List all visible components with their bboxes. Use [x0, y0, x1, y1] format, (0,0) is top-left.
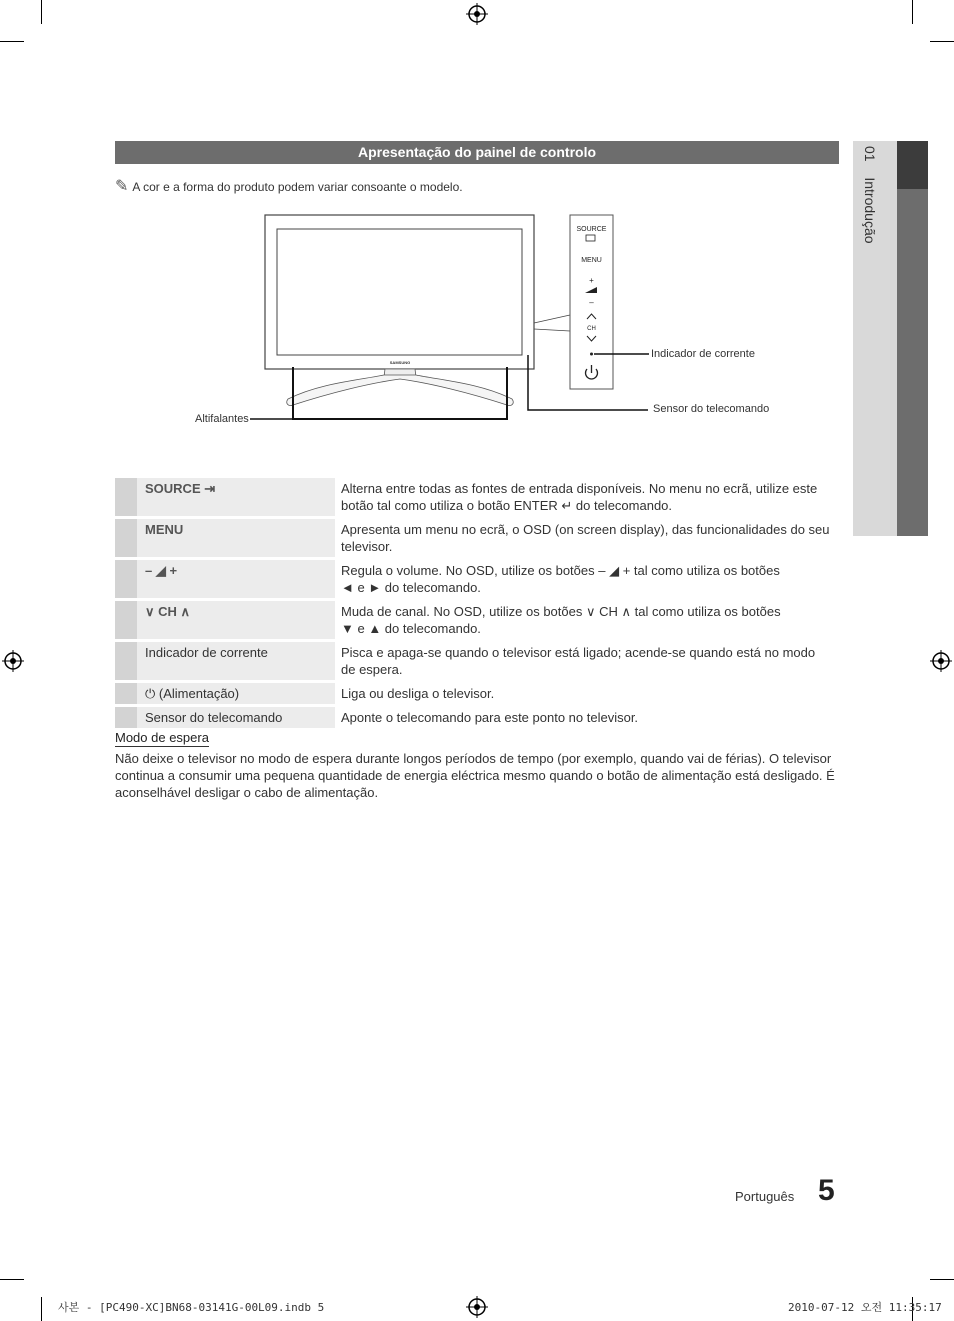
registration-mark-icon [466, 3, 488, 25]
control-name-text: – ◢ + [145, 563, 178, 578]
note-text: A cor e a forma do produto podem variar consoante o modelo. [132, 180, 463, 194]
control-name-text: SOURCE [145, 481, 201, 496]
control-name-text: ∨ CH ∧ [145, 604, 191, 619]
control-description [335, 560, 839, 598]
callout-speakers: Altifalantes [195, 413, 249, 425]
controls-table [115, 475, 839, 731]
page-number: 5 [818, 1174, 835, 1207]
row-marker [115, 707, 137, 728]
control-description [335, 683, 839, 704]
description-line: ▼ e ▲ do telecomando. [341, 621, 481, 636]
description-line: Muda de canal. No OSD, utilize os botões ∨ CH ∧ tal como utiliza os botões [341, 604, 781, 619]
crop-mark [0, 41, 24, 42]
side-tab-number: 01 [862, 146, 878, 162]
panel-volume-minus-icon: – [589, 298, 594, 307]
language-label: Português [735, 1189, 795, 1204]
table-row [115, 478, 839, 516]
panel-ch-label: CH [587, 326, 596, 332]
crop-mark [41, 1297, 42, 1321]
description-line: ◄ e ► do telecomando. [341, 580, 481, 595]
panel-volume-plus-icon: + [589, 276, 594, 285]
description-line: de espera. [341, 662, 403, 677]
table-row [115, 560, 839, 598]
tv-front-panel-diagram [180, 205, 780, 435]
standby-line: aconselhável desligar o cabo de alimentação. [115, 785, 379, 800]
side-tab-title: Introdução [862, 177, 878, 244]
row-marker [115, 519, 137, 557]
table-row [115, 519, 839, 557]
control-name [137, 519, 335, 557]
control-name [137, 560, 335, 598]
control-name-text: (Alimentação) [158, 686, 240, 701]
control-name [137, 601, 335, 639]
control-description [335, 601, 839, 639]
control-name [137, 478, 335, 516]
row-marker [115, 601, 137, 639]
tv-brand-logo: SAMSUNG [389, 360, 411, 365]
row-marker [115, 683, 137, 704]
control-name-text: Indicador de corrente [145, 645, 268, 660]
source-icon: ⇥ [200, 481, 216, 496]
control-name [137, 683, 335, 704]
description-line: Pisca e apaga-se quando o televisor está ligado; acende-se quando está no modo [341, 645, 816, 660]
control-description [335, 707, 839, 728]
table-row [115, 683, 839, 704]
note-pencil-icon: ✎ [115, 178, 129, 195]
callout-power-indicator: Indicador de corrente [651, 348, 755, 360]
crop-mark [0, 1279, 24, 1280]
table-row [115, 707, 839, 728]
power-icon: ⏻ [145, 686, 159, 701]
registration-mark-icon [930, 650, 952, 672]
control-name [137, 707, 335, 728]
row-marker [115, 642, 137, 680]
description-line: Apresenta um menu no ecrã, o OSD (on screen display), das funcionalidades do seu [341, 522, 830, 537]
control-name-text: Sensor do telecomando [145, 710, 283, 725]
description-line: Alterna entre todas as fontes de entrada disponíveis. No menu no ecrã, utilize este [341, 481, 818, 496]
side-tab-label [858, 146, 878, 244]
side-tab-marker [897, 141, 928, 189]
description-line: Liga ou desliga o televisor. [341, 686, 495, 701]
row-marker [115, 478, 137, 516]
control-description [335, 519, 839, 557]
description-line: Aponte o telecomando para este ponto no televisor. [341, 710, 639, 725]
control-description [335, 478, 839, 516]
tv-stand-base [287, 375, 513, 406]
note [115, 176, 463, 196]
control-name [137, 642, 335, 680]
section-title: Apresentação do painel de controlo [115, 141, 839, 164]
print-file-info: 사본 - [PC490-XC]BN68-03141G-00L09.indb 5 [58, 1301, 325, 1314]
registration-mark-icon [466, 1296, 488, 1318]
registration-mark-icon [2, 650, 24, 672]
control-name-text: MENU [145, 522, 184, 537]
standby-paragraph [115, 750, 839, 801]
crop-mark [41, 0, 42, 24]
description-line: televisor. [341, 539, 393, 554]
tv-screen [277, 229, 522, 355]
description-line: botão tal como utiliza o botão ENTER ↵ do telecomando. [341, 498, 673, 513]
crop-mark [930, 1279, 954, 1280]
row-marker [115, 560, 137, 598]
panel-source-label: SOURCE [576, 226, 607, 233]
crop-mark [930, 41, 954, 42]
control-description [335, 642, 839, 680]
side-tab-strip [897, 189, 928, 536]
crop-mark [912, 0, 913, 24]
callout-remote-sensor: Sensor do telecomando [653, 403, 770, 415]
standby-heading: Modo de espera [115, 730, 209, 745]
table-row [115, 642, 839, 680]
table-row [115, 601, 839, 639]
print-timestamp: 2010-07-12 오전 11:35:17 [788, 1301, 942, 1314]
panel-power-indicator [590, 353, 593, 356]
panel-menu-label: MENU [581, 257, 602, 264]
standby-line: Não deixe o televisor no modo de espera durante longos períodos de tempo (por exemplo, quando vai de férias). O televisor [115, 751, 832, 766]
description-line: Regula o volume. No OSD, utilize os botões – ◢ + tal como utiliza os botões [341, 563, 780, 578]
standby-line: continua a consumir uma pequena quantidade de energia eléctrica mesmo quando o botão de alimentação está desligado. É [115, 768, 835, 783]
